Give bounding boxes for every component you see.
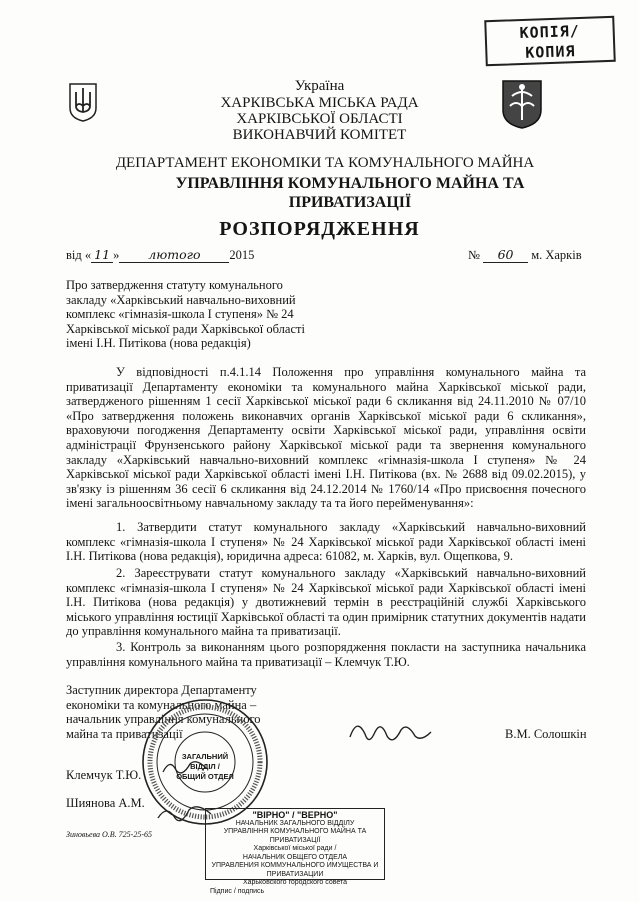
signatory-title-line: Заступник директора Департаменту	[66, 683, 257, 697]
order-item-1: 1. Затвердити статут комунального закладу «Харківський навчально-виховний комплекс «гімназія-школа І ступеня» № 24 Харківської міської ради Харківської області імені І.Н. Питікова (нова редакція), юридична адреса: 61082, м. Харків, вул. Ощепкова, 9.	[66, 520, 586, 564]
number-value: 60	[483, 247, 528, 263]
date-prefix: від «	[66, 248, 92, 262]
header-directorate-line-1: УПРАВЛІННЯ КОМУНАЛЬНОГО МАЙНА ТА	[175, 175, 525, 192]
subject-block	[66, 278, 366, 351]
approval-1: Клемчук Т.Ю.	[66, 768, 142, 782]
executor-info: Зиновьева О.В. 725-25-65	[66, 830, 153, 839]
signatory-title-line: майна та приватизації	[66, 726, 183, 741]
preamble-paragraph: У відповідності п.4.1.14 Положення про управління комунального майна та приватизації Департаменту економіки та комунального майна Харківської міської ради, затвердженого рішенням 1 сесії Харківської міської ради 6 скликання від 24.11.2010 № 07/10 «Про затвердження положень виконавчих органів Харківської міської ради 6 скликання», враховуючи погодження Департаменту освіти Харківської міської ради, управління освіти адміністрації Фрунзенського району Харківської міської ради та звернення комунального закладу «Харківський навчально-виховний комплекс «гімназія-школа І ступеня» № 24 Харківської міської ради Харківської області імені І.Н. Питікова (вх. № 2688 від 09.02.2015), у зв'язку із рішенням 36 сесії 6 скликання від 24.12.2014 № 1760/14 «Про присвоєння почесного імені загальноосвітньому навчальному закладу та та його перейменування»:	[66, 365, 586, 511]
city: м. Харків	[531, 248, 582, 262]
verified-stamp-head: "ВІРНО" / "ВЕРНО"	[252, 810, 338, 820]
header-country: Україна	[294, 78, 345, 94]
verified-stamp-line: УПРАВЛЕНИЯ КОММУНАЛЬНОГО ИМУЩЕСТВА И ПРИВАТИЗАЦИИ	[211, 862, 379, 878]
round-stamp-line: ВІДДІЛ /	[190, 762, 220, 771]
date-day: 11	[91, 247, 113, 263]
document-number	[468, 247, 582, 263]
verified-stamp-line: Харківської міської ради /	[253, 845, 337, 852]
copy-stamp-line-1: КОПІЯ/	[519, 21, 581, 43]
header-directorate-line-2: ПРИВАТИЗАЦІЇ	[288, 194, 412, 211]
copy-stamp-line-2: КОПИЯ	[525, 42, 576, 62]
subject-line: Харківської міської ради Харківської області	[66, 321, 305, 336]
header-committee: ВИКОНАВЧИЙ КОМІТЕТ	[232, 127, 407, 143]
round-stamp-line: ЗАГАЛЬНИЙ	[181, 752, 229, 761]
header-council: ХАРКІВСЬКА МІСЬКА РАДА	[220, 95, 419, 111]
verified-stamp-line: НАЧАЛЬНИК ОБЩЕГО ОТДЕЛА	[242, 853, 348, 861]
verified-stamp-line: НАЧАЛЬНИК ЗАГАЛЬНОГО ВІДДІЛУ	[235, 819, 355, 827]
handwritten-signature-icon	[345, 712, 435, 752]
subject-line: імені І.Н. Питікова (нова редакція)	[66, 336, 251, 350]
verified-stamp	[205, 808, 385, 895]
subject-line: закладу «Харківський навчально-виховний	[66, 292, 296, 307]
number-prefix: №	[468, 248, 480, 262]
subject-line: комплекс «гімназія-школа І ступеня» № 24	[66, 307, 294, 321]
document-title: РОЗПОРЯДЖЕННЯ	[219, 218, 420, 240]
verified-stamp-line: УПРАВЛІННЯ КОМУНАЛЬНОГО МАЙНА ТА ПРИВАТИЗАЦІЇ	[223, 828, 367, 844]
order-item-3: 3. Контроль за виконанням цього розпорядження покласти на заступника начальника управління комунального майна та приватизації – Клемчук Т.Ю.	[66, 640, 586, 669]
copy-stamp	[484, 16, 616, 67]
date-quote: »	[113, 248, 120, 262]
approval-initials-1-icon	[160, 756, 210, 778]
verified-stamp-signature-label: Підпис / подпись	[210, 887, 265, 895]
approval-2: Шиянова А.М.	[66, 796, 145, 810]
date-month: лютого	[119, 247, 229, 263]
round-stamp-line: ОБЩИЙ ОТДЕЛ	[176, 772, 234, 781]
signatory-title-line: економіки та комунального майна –	[66, 697, 257, 712]
order-item-2: 2. Зареєструвати статут комунального закладу «Харківський навчально-виховний комплекс «гімназія-школа І ступеня» № 24 Харківської міської ради Харківської області імені І.Н. Питікова (нова редакція) у двотижневий термін в реєстраційній службі Харківського міського управління юстиції Харківської області та один примірник статутних документів надати до управління комунального майна та приватизації.	[66, 566, 586, 639]
subject-line: Про затвердження статуту комунального	[66, 278, 283, 292]
date-line	[66, 247, 254, 263]
header-region: ХАРКІВСЬКОЇ ОБЛАСТІ	[236, 111, 403, 127]
signatory-title-line: начальник управління комунального	[66, 712, 261, 727]
date-year: 2015	[229, 248, 255, 262]
signatory-name: В.М. Солошкін	[505, 727, 587, 741]
verified-stamp-line: Харьковского городского совета	[242, 879, 348, 886]
header-department: ДЕПАРТАМЕНТ ЕКОНОМІКИ ТА КОМУНАЛЬНОГО МАЙНА	[115, 155, 535, 171]
